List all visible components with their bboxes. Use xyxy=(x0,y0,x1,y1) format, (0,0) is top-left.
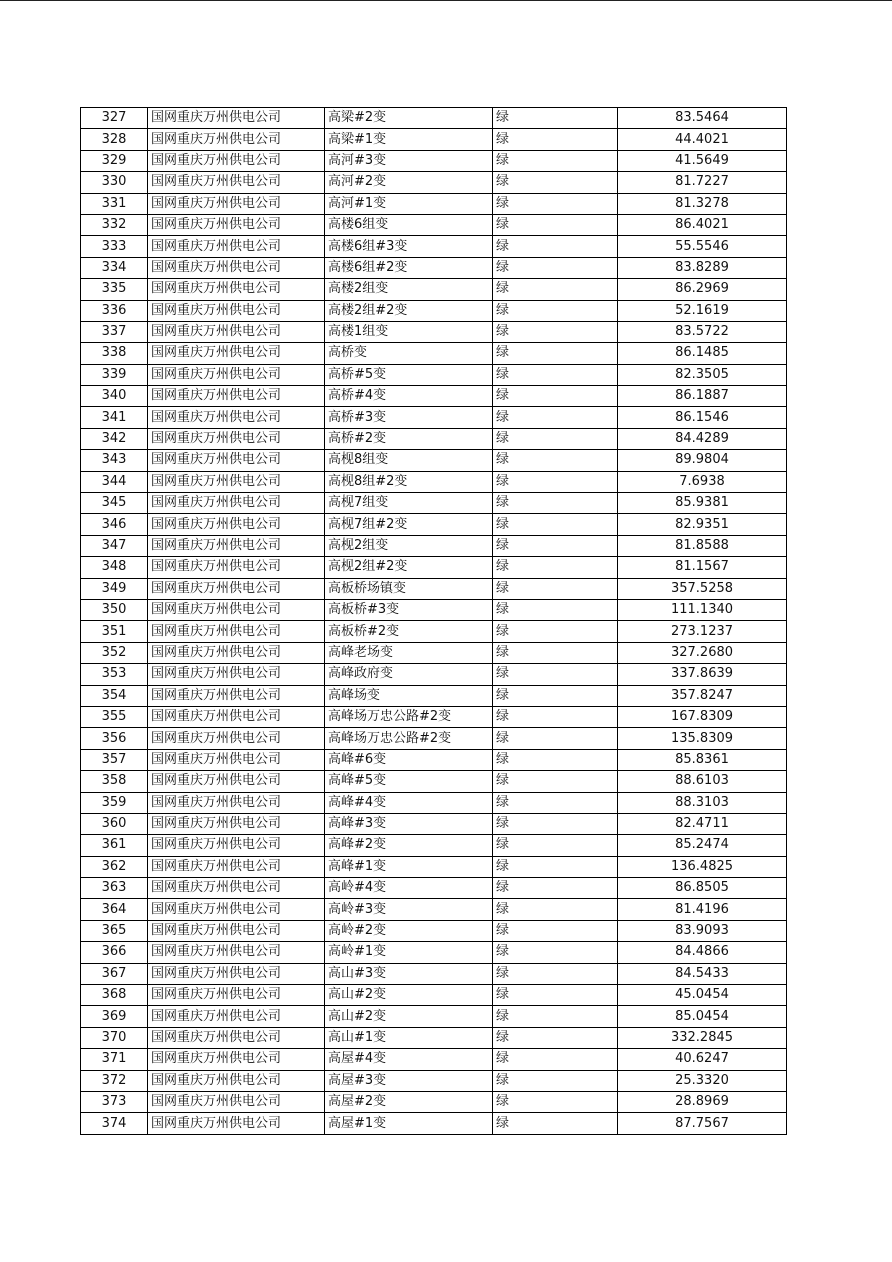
value-cell: 86.8505 xyxy=(618,878,787,899)
value-cell: 7.6938 xyxy=(618,471,787,492)
value-cell: 85.0454 xyxy=(618,1006,787,1027)
transformer-cell: 高河#2变 xyxy=(325,172,493,193)
value-cell: 81.4196 xyxy=(618,899,787,920)
company-cell: 国网重庆万州供电公司 xyxy=(148,1091,325,1112)
status-cell: 绿 xyxy=(493,407,618,428)
table-row xyxy=(81,321,787,342)
table-row xyxy=(81,578,787,599)
status-cell: 绿 xyxy=(493,942,618,963)
row-number-cell: 344 xyxy=(81,471,148,492)
status-cell: 绿 xyxy=(493,985,618,1006)
status-cell: 绿 xyxy=(493,1027,618,1048)
row-number-cell: 330 xyxy=(81,172,148,193)
company-cell: 国网重庆万州供电公司 xyxy=(148,343,325,364)
company-cell: 国网重庆万州供电公司 xyxy=(148,599,325,620)
status-cell: 绿 xyxy=(493,386,618,407)
transformer-cell: 高梁#2变 xyxy=(325,108,493,129)
status-cell: 绿 xyxy=(493,685,618,706)
row-number-cell: 345 xyxy=(81,493,148,514)
transformer-cell: 高峰#4变 xyxy=(325,792,493,813)
table-row xyxy=(81,343,787,364)
transformer-cell: 高枧8组#2变 xyxy=(325,471,493,492)
company-cell: 国网重庆万州供电公司 xyxy=(148,193,325,214)
status-cell: 绿 xyxy=(493,1113,618,1134)
value-cell: 86.4021 xyxy=(618,214,787,235)
transformer-cell: 高峰#3变 xyxy=(325,813,493,834)
value-cell: 167.8309 xyxy=(618,706,787,727)
table-row xyxy=(81,1006,787,1027)
transformer-cell: 高山#2变 xyxy=(325,985,493,1006)
status-cell: 绿 xyxy=(493,878,618,899)
company-cell: 国网重庆万州供电公司 xyxy=(148,728,325,749)
status-cell: 绿 xyxy=(493,257,618,278)
page-top-border xyxy=(0,0,892,1)
company-cell: 国网重庆万州供电公司 xyxy=(148,1006,325,1027)
transformer-cell: 高山#1变 xyxy=(325,1027,493,1048)
table-row xyxy=(81,899,787,920)
row-number-cell: 365 xyxy=(81,920,148,941)
company-cell: 国网重庆万州供电公司 xyxy=(148,664,325,685)
value-cell: 88.6103 xyxy=(618,771,787,792)
table-row xyxy=(81,963,787,984)
company-cell: 国网重庆万州供电公司 xyxy=(148,942,325,963)
table-row xyxy=(81,1091,787,1112)
transformer-cell: 高枧8组变 xyxy=(325,450,493,471)
value-cell: 357.5258 xyxy=(618,578,787,599)
transformer-cell: 高峰老场变 xyxy=(325,642,493,663)
value-cell: 273.1237 xyxy=(618,621,787,642)
transformer-cell: 高板桥场镇变 xyxy=(325,578,493,599)
transformer-cell: 高屋#1变 xyxy=(325,1113,493,1134)
value-cell: 84.4289 xyxy=(618,428,787,449)
company-cell: 国网重庆万州供电公司 xyxy=(148,450,325,471)
company-cell: 国网重庆万州供电公司 xyxy=(148,557,325,578)
company-cell: 国网重庆万州供电公司 xyxy=(148,642,325,663)
company-cell: 国网重庆万州供电公司 xyxy=(148,1070,325,1091)
row-number-cell: 348 xyxy=(81,557,148,578)
transformer-cell: 高峰#6变 xyxy=(325,749,493,770)
company-cell: 国网重庆万州供电公司 xyxy=(148,407,325,428)
status-cell: 绿 xyxy=(493,706,618,727)
transformer-cell: 高桥#3变 xyxy=(325,407,493,428)
status-cell: 绿 xyxy=(493,236,618,257)
transformer-cell: 高峰#2变 xyxy=(325,835,493,856)
company-cell: 国网重庆万州供电公司 xyxy=(148,706,325,727)
table-row xyxy=(81,428,787,449)
value-cell: 84.4866 xyxy=(618,942,787,963)
table-row xyxy=(81,279,787,300)
row-number-cell: 347 xyxy=(81,535,148,556)
row-number-cell: 370 xyxy=(81,1027,148,1048)
value-cell: 86.1887 xyxy=(618,386,787,407)
value-cell: 83.5722 xyxy=(618,321,787,342)
table-row xyxy=(81,1070,787,1091)
table-row xyxy=(81,300,787,321)
company-cell: 国网重庆万州供电公司 xyxy=(148,214,325,235)
table-row xyxy=(81,172,787,193)
transformer-cell: 高屋#2变 xyxy=(325,1091,493,1112)
company-cell: 国网重庆万州供电公司 xyxy=(148,300,325,321)
company-cell: 国网重庆万州供电公司 xyxy=(148,428,325,449)
transformer-cell: 高峰场变 xyxy=(325,685,493,706)
table-row xyxy=(81,557,787,578)
transformer-cell: 高桥#4变 xyxy=(325,386,493,407)
row-number-cell: 366 xyxy=(81,942,148,963)
status-cell: 绿 xyxy=(493,129,618,150)
status-cell: 绿 xyxy=(493,920,618,941)
company-cell: 国网重庆万州供电公司 xyxy=(148,1049,325,1070)
transformer-cell: 高峰#1变 xyxy=(325,856,493,877)
transformer-cell: 高桥#2变 xyxy=(325,428,493,449)
status-cell: 绿 xyxy=(493,214,618,235)
status-cell: 绿 xyxy=(493,1091,618,1112)
transformer-cell: 高枧7组#2变 xyxy=(325,514,493,535)
row-number-cell: 360 xyxy=(81,813,148,834)
table-row xyxy=(81,878,787,899)
row-number-cell: 337 xyxy=(81,321,148,342)
row-number-cell: 334 xyxy=(81,257,148,278)
table-row xyxy=(81,407,787,428)
table-row xyxy=(81,471,787,492)
status-cell: 绿 xyxy=(493,108,618,129)
table-row xyxy=(81,642,787,663)
value-cell: 85.9381 xyxy=(618,493,787,514)
transformer-cell: 高楼2组#2变 xyxy=(325,300,493,321)
status-cell: 绿 xyxy=(493,493,618,514)
value-cell: 25.3320 xyxy=(618,1070,787,1091)
row-number-cell: 350 xyxy=(81,599,148,620)
company-cell: 国网重庆万州供电公司 xyxy=(148,1027,325,1048)
value-cell: 337.8639 xyxy=(618,664,787,685)
transformer-cell: 高岭#4变 xyxy=(325,878,493,899)
value-cell: 83.8289 xyxy=(618,257,787,278)
table-row xyxy=(81,985,787,1006)
table-row xyxy=(81,236,787,257)
data-table xyxy=(80,107,787,1135)
transformer-cell: 高峰政府变 xyxy=(325,664,493,685)
status-cell: 绿 xyxy=(493,792,618,813)
company-cell: 国网重庆万州供电公司 xyxy=(148,386,325,407)
status-cell: 绿 xyxy=(493,963,618,984)
status-cell: 绿 xyxy=(493,514,618,535)
status-cell: 绿 xyxy=(493,150,618,171)
transformer-cell: 高桥变 xyxy=(325,343,493,364)
transformer-cell: 高山#2变 xyxy=(325,1006,493,1027)
row-number-cell: 361 xyxy=(81,835,148,856)
value-cell: 81.8588 xyxy=(618,535,787,556)
value-cell: 86.1546 xyxy=(618,407,787,428)
table-row xyxy=(81,493,787,514)
table-row xyxy=(81,1113,787,1134)
transformer-cell: 高楼2组变 xyxy=(325,279,493,300)
value-cell: 332.2845 xyxy=(618,1027,787,1048)
row-number-cell: 362 xyxy=(81,856,148,877)
transformer-cell: 高楼1组变 xyxy=(325,321,493,342)
status-cell: 绿 xyxy=(493,771,618,792)
row-number-cell: 349 xyxy=(81,578,148,599)
table-row xyxy=(81,728,787,749)
status-cell: 绿 xyxy=(493,1006,618,1027)
status-cell: 绿 xyxy=(493,856,618,877)
value-cell: 88.3103 xyxy=(618,792,787,813)
row-number-cell: 369 xyxy=(81,1006,148,1027)
row-number-cell: 373 xyxy=(81,1091,148,1112)
row-number-cell: 328 xyxy=(81,129,148,150)
table-row xyxy=(81,1027,787,1048)
company-cell: 国网重庆万州供电公司 xyxy=(148,792,325,813)
company-cell: 国网重庆万州供电公司 xyxy=(148,493,325,514)
row-number-cell: 374 xyxy=(81,1113,148,1134)
row-number-cell: 339 xyxy=(81,364,148,385)
company-cell: 国网重庆万州供电公司 xyxy=(148,963,325,984)
value-cell: 83.5464 xyxy=(618,108,787,129)
status-cell: 绿 xyxy=(493,1049,618,1070)
status-cell: 绿 xyxy=(493,664,618,685)
row-number-cell: 363 xyxy=(81,878,148,899)
row-number-cell: 336 xyxy=(81,300,148,321)
company-cell: 国网重庆万州供电公司 xyxy=(148,835,325,856)
row-number-cell: 329 xyxy=(81,150,148,171)
value-cell: 82.3505 xyxy=(618,364,787,385)
table-row xyxy=(81,108,787,129)
table-row xyxy=(81,706,787,727)
company-cell: 国网重庆万州供电公司 xyxy=(148,129,325,150)
company-cell: 国网重庆万州供电公司 xyxy=(148,514,325,535)
status-cell: 绿 xyxy=(493,899,618,920)
transformer-cell: 高峰场万忠公路#2变 xyxy=(325,728,493,749)
status-cell: 绿 xyxy=(493,321,618,342)
row-number-cell: 371 xyxy=(81,1049,148,1070)
company-cell: 国网重庆万州供电公司 xyxy=(148,920,325,941)
transformer-cell: 高枧7组变 xyxy=(325,493,493,514)
row-number-cell: 356 xyxy=(81,728,148,749)
row-number-cell: 357 xyxy=(81,749,148,770)
row-number-cell: 342 xyxy=(81,428,148,449)
row-number-cell: 368 xyxy=(81,985,148,1006)
table-row xyxy=(81,257,787,278)
value-cell: 52.1619 xyxy=(618,300,787,321)
transformer-cell: 高楼6组#3变 xyxy=(325,236,493,257)
status-cell: 绿 xyxy=(493,450,618,471)
transformer-cell: 高屋#4变 xyxy=(325,1049,493,1070)
company-cell: 国网重庆万州供电公司 xyxy=(148,685,325,706)
table-row xyxy=(81,150,787,171)
company-cell: 国网重庆万州供电公司 xyxy=(148,771,325,792)
table-row xyxy=(81,813,787,834)
row-number-cell: 343 xyxy=(81,450,148,471)
row-number-cell: 332 xyxy=(81,214,148,235)
value-cell: 135.8309 xyxy=(618,728,787,749)
transformer-cell: 高岭#2变 xyxy=(325,920,493,941)
row-number-cell: 354 xyxy=(81,685,148,706)
table-row xyxy=(81,664,787,685)
value-cell: 136.4825 xyxy=(618,856,787,877)
status-cell: 绿 xyxy=(493,193,618,214)
table-row xyxy=(81,535,787,556)
row-number-cell: 335 xyxy=(81,279,148,300)
value-cell: 83.9093 xyxy=(618,920,787,941)
table-row xyxy=(81,214,787,235)
company-cell: 国网重庆万州供电公司 xyxy=(148,172,325,193)
row-number-cell: 353 xyxy=(81,664,148,685)
status-cell: 绿 xyxy=(493,428,618,449)
value-cell: 89.9804 xyxy=(618,450,787,471)
value-cell: 357.8247 xyxy=(618,685,787,706)
value-cell: 82.9351 xyxy=(618,514,787,535)
value-cell: 81.3278 xyxy=(618,193,787,214)
transformer-cell: 高板桥#2变 xyxy=(325,621,493,642)
value-cell: 81.1567 xyxy=(618,557,787,578)
status-cell: 绿 xyxy=(493,621,618,642)
row-number-cell: 355 xyxy=(81,706,148,727)
table-row xyxy=(81,599,787,620)
company-cell: 国网重庆万州供电公司 xyxy=(148,856,325,877)
value-cell: 86.2969 xyxy=(618,279,787,300)
company-cell: 国网重庆万州供电公司 xyxy=(148,578,325,599)
status-cell: 绿 xyxy=(493,728,618,749)
company-cell: 国网重庆万州供电公司 xyxy=(148,749,325,770)
value-cell: 82.4711 xyxy=(618,813,787,834)
company-cell: 国网重庆万州供电公司 xyxy=(148,813,325,834)
status-cell: 绿 xyxy=(493,557,618,578)
table-row xyxy=(81,792,787,813)
row-number-cell: 351 xyxy=(81,621,148,642)
table-row xyxy=(81,514,787,535)
row-number-cell: 333 xyxy=(81,236,148,257)
company-cell: 国网重庆万州供电公司 xyxy=(148,1113,325,1134)
status-cell: 绿 xyxy=(493,172,618,193)
value-cell: 28.8969 xyxy=(618,1091,787,1112)
row-number-cell: 331 xyxy=(81,193,148,214)
value-cell: 41.5649 xyxy=(618,150,787,171)
company-cell: 国网重庆万州供电公司 xyxy=(148,535,325,556)
status-cell: 绿 xyxy=(493,642,618,663)
row-number-cell: 358 xyxy=(81,771,148,792)
company-cell: 国网重庆万州供电公司 xyxy=(148,150,325,171)
row-number-cell: 340 xyxy=(81,386,148,407)
table-row xyxy=(81,621,787,642)
status-cell: 绿 xyxy=(493,749,618,770)
transformer-cell: 高桥#5变 xyxy=(325,364,493,385)
company-cell: 国网重庆万州供电公司 xyxy=(148,364,325,385)
row-number-cell: 367 xyxy=(81,963,148,984)
table-row xyxy=(81,386,787,407)
table-row xyxy=(81,749,787,770)
transformer-cell: 高楼6组#2变 xyxy=(325,257,493,278)
transformer-cell: 高楼6组变 xyxy=(325,214,493,235)
status-cell: 绿 xyxy=(493,279,618,300)
value-cell: 327.2680 xyxy=(618,642,787,663)
value-cell: 111.1340 xyxy=(618,599,787,620)
row-number-cell: 327 xyxy=(81,108,148,129)
value-cell: 85.8361 xyxy=(618,749,787,770)
table-row xyxy=(81,771,787,792)
status-cell: 绿 xyxy=(493,835,618,856)
value-cell: 55.5546 xyxy=(618,236,787,257)
company-cell: 国网重庆万州供电公司 xyxy=(148,257,325,278)
company-cell: 国网重庆万州供电公司 xyxy=(148,279,325,300)
transformer-cell: 高河#3变 xyxy=(325,150,493,171)
table-row xyxy=(81,364,787,385)
table-row xyxy=(81,450,787,471)
transformer-cell: 高枧2组#2变 xyxy=(325,557,493,578)
transformer-cell: 高山#3变 xyxy=(325,963,493,984)
value-cell: 85.2474 xyxy=(618,835,787,856)
row-number-cell: 359 xyxy=(81,792,148,813)
transformer-cell: 高峰场万忠公路#2变 xyxy=(325,706,493,727)
row-number-cell: 352 xyxy=(81,642,148,663)
value-cell: 86.1485 xyxy=(618,343,787,364)
status-cell: 绿 xyxy=(493,599,618,620)
row-number-cell: 364 xyxy=(81,899,148,920)
value-cell: 84.5433 xyxy=(618,963,787,984)
table-row xyxy=(81,835,787,856)
company-cell: 国网重庆万州供电公司 xyxy=(148,621,325,642)
status-cell: 绿 xyxy=(493,535,618,556)
row-number-cell: 346 xyxy=(81,514,148,535)
transformer-cell: 高枧2组变 xyxy=(325,535,493,556)
company-cell: 国网重庆万州供电公司 xyxy=(148,899,325,920)
value-cell: 81.7227 xyxy=(618,172,787,193)
row-number-cell: 341 xyxy=(81,407,148,428)
table-row xyxy=(81,920,787,941)
transformer-cell: 高屋#3变 xyxy=(325,1070,493,1091)
status-cell: 绿 xyxy=(493,364,618,385)
value-cell: 40.6247 xyxy=(618,1049,787,1070)
transformer-cell: 高板桥#3变 xyxy=(325,599,493,620)
table-row xyxy=(81,685,787,706)
transformer-cell: 高河#1变 xyxy=(325,193,493,214)
table-row xyxy=(81,856,787,877)
status-cell: 绿 xyxy=(493,300,618,321)
status-cell: 绿 xyxy=(493,343,618,364)
status-cell: 绿 xyxy=(493,471,618,492)
company-cell: 国网重庆万州供电公司 xyxy=(148,985,325,1006)
transformer-cell: 高岭#3变 xyxy=(325,899,493,920)
table-row xyxy=(81,129,787,150)
value-cell: 45.0454 xyxy=(618,985,787,1006)
company-cell: 国网重庆万州供电公司 xyxy=(148,471,325,492)
company-cell: 国网重庆万州供电公司 xyxy=(148,236,325,257)
row-number-cell: 372 xyxy=(81,1070,148,1091)
table-row xyxy=(81,942,787,963)
status-cell: 绿 xyxy=(493,1070,618,1091)
company-cell: 国网重庆万州供电公司 xyxy=(148,321,325,342)
status-cell: 绿 xyxy=(493,578,618,599)
company-cell: 国网重庆万州供电公司 xyxy=(148,108,325,129)
transformer-cell: 高峰#5变 xyxy=(325,771,493,792)
transformer-cell: 高梁#1变 xyxy=(325,129,493,150)
transformer-cell: 高岭#1变 xyxy=(325,942,493,963)
table-row xyxy=(81,193,787,214)
status-cell: 绿 xyxy=(493,813,618,834)
value-cell: 87.7567 xyxy=(618,1113,787,1134)
table-body xyxy=(81,108,787,1135)
company-cell: 国网重庆万州供电公司 xyxy=(148,878,325,899)
table-row xyxy=(81,1049,787,1070)
value-cell: 44.4021 xyxy=(618,129,787,150)
row-number-cell: 338 xyxy=(81,343,148,364)
